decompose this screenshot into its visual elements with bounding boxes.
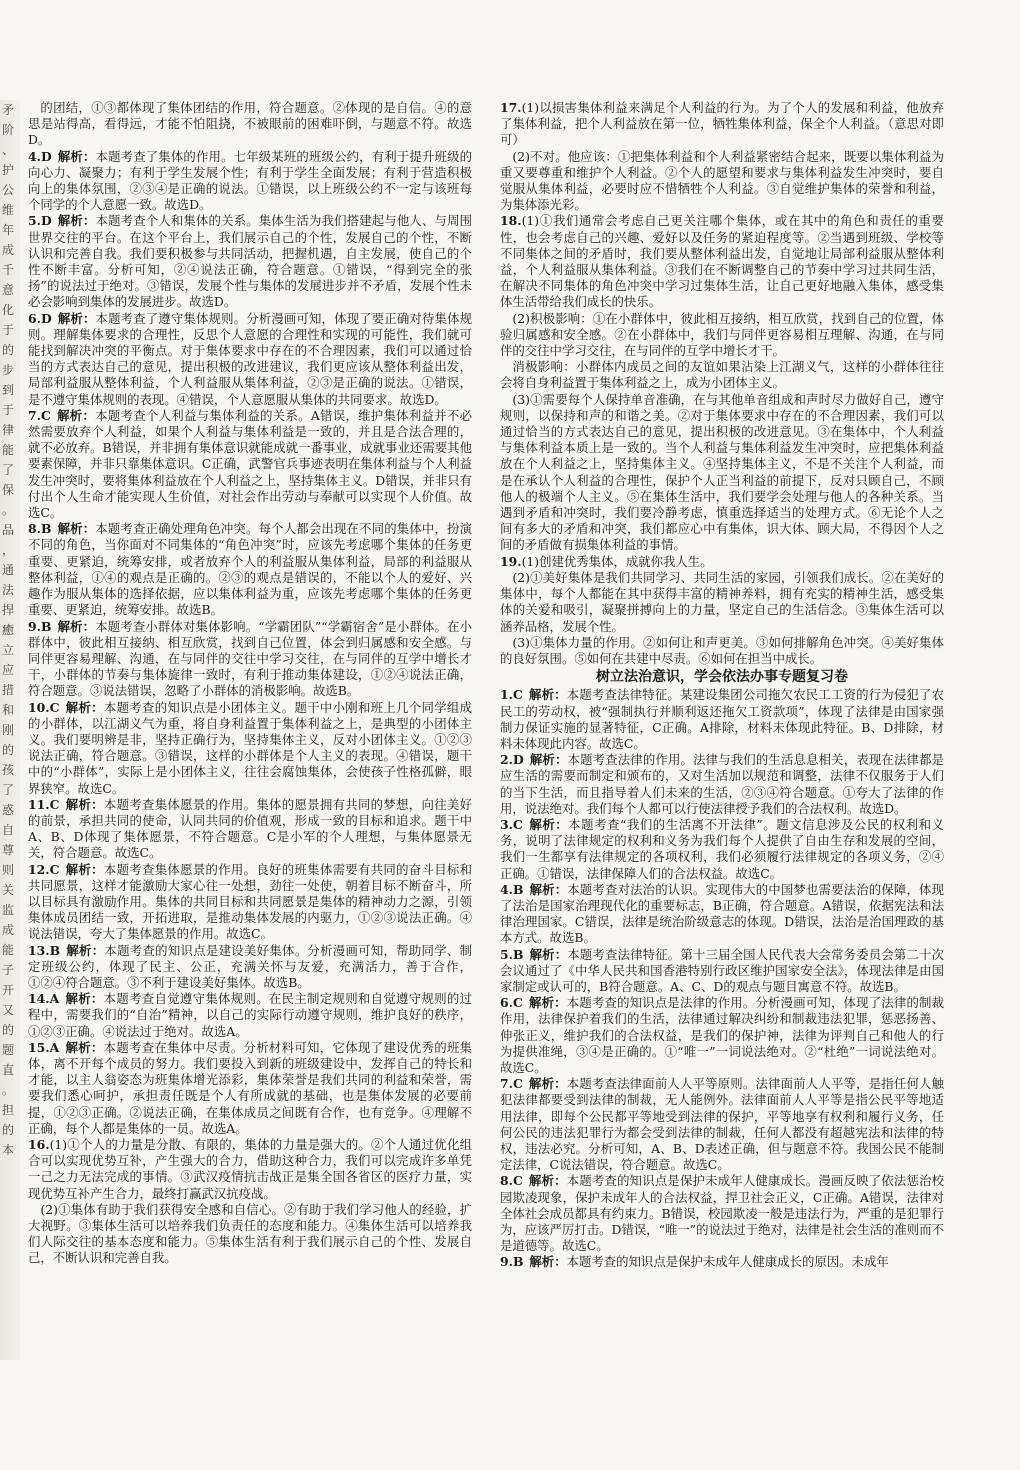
item-analysis-tag: 解析： [57,213,96,229]
gutter-char: 成 [2,243,15,257]
gutter-char: 惑 [2,803,15,817]
item-text: 本题考查集体愿景的作用。良好的班集体需要有共同的奋斗目标和共同愿景，这样才能激励大家心往一处想，劲往一处使，朝着目标不断奋斗，所以目标具有激励作用。集体的共同目标和共同愿景是集体的精神动力之源，引领集体成员团结一致，开拓进取，是推动集体发展的内驱力，①②③说法正确。④说法错误，夸大了集体愿景的作用。故选C。 [28,861,472,942]
item-number: 12. [28,861,50,877]
gutter-char: 又 [2,1003,15,1017]
gutter-char: 公 [2,183,15,197]
item-analysis-tag: 解析： [65,699,104,715]
gutter-char: 了 [2,463,15,477]
gutter-char: 保 [2,483,15,497]
answer-item [28,797,472,862]
item-analysis-tag: 解析： [529,1254,567,1270]
answer-item [500,752,944,817]
item-number: 4. [28,148,41,164]
gutter-char: 关 [2,883,15,897]
item-text: (3)①集体力量的作用。②如何让和声更美。③如何排解角色冲突。④美好集体的良好氛围。⑤如何在共建中尽责。⑥如何在担当中成长。 [500,634,944,666]
answer-item [500,570,944,635]
item-text: 本题考查“我们的生活离不开法律”。题文信息涉及公民的权利和义务，说明了法律规定的权利和义务为我们每个人提供了自由生存和发展的空间，我们一生都享有法律规定的各项权利，我们必须履行法律规定的各项义务，②④正确。①错误，法律保障人们的合法权益。故选C。 [500,816,944,881]
item-answer: C [49,796,60,812]
answer-item [500,1173,944,1254]
gutter-char: 则 [2,863,15,877]
item-analysis-tag: 解析： [66,942,105,958]
item-text: 本题考查对法治的认识。实现伟大的中国梦也需要法治的保障，体现了法治是国家治理现代化的重要标志，B正确，符合题意。A错误，依据宪法和法律治理国家。C错误，法律是统治阶级意志的体现。D错误，法治是治国理政的基本方式。故选B。 [500,881,944,946]
answer-item [28,521,472,618]
answer-item [500,213,944,310]
item-text: (2)①美好集体是我们共同学习、共同生活的家园，引领我们成长。②在美好的集体中，每个人都能在其中获得丰富的精神养料，拥有充实的精神生活，感受集体的关爱和吸引，凝聚拼搏向上的力量，坚定自己的生活信念。③集体生活可以涵养品格，发展个性。 [500,569,944,634]
item-number: 6. [28,310,41,326]
item-number: 2. [500,752,513,768]
gutter-char: 。 [2,503,15,517]
item-answer: B [512,946,524,962]
item-answer: B [512,881,524,897]
item-number: 13. [28,942,50,958]
gutter-char: 通 [2,563,15,577]
answer-item [28,100,472,149]
item-text: 本题考查了集体的作用。七年级某班的班级公约，有利于提升班级的向心力、凝聚力；有利于学生发展个性；有利于学生全面发展；有利于营造积极向上的集体氛围，②③④是正确的说法。①错误，以上班级公约不一定与该班每个同学的个人意愿一致。故选D。 [28,148,472,213]
answer-item [28,213,472,310]
item-number: 14. [28,991,50,1007]
gutter-char: 。 [2,1083,15,1097]
item-analysis-tag: 解析： [65,796,104,812]
item-analysis-tag: 解析： [57,148,96,164]
gutter-char: 的 [2,743,15,757]
item-analysis-tag: 解析： [65,1039,104,1055]
gutter-char: 孩 [2,763,15,777]
answer-item [28,1202,472,1267]
gutter-char: 意 [2,283,15,297]
item-number: 15. [28,1039,50,1055]
item-number: 10. [28,699,50,715]
item-analysis-tag: 解析： [528,816,569,832]
item-analysis-tag: 解析： [528,1076,567,1092]
item-text: (1)①我们通常会考虑自己更关注哪个集体，或在其中的角色和责任的重要性，也会考虑自己的兴趣、爱好以及任务的紧迫程度等。②当遇到班级、学校等不同集体之间的矛盾时，我们要从整体利益出发，自觉地让局部利益服从整体利益，个人利益服从集体利益。③我们在不断调整自己的节奏中学习过共同生活，在解决不同集体的角色冲突中学习过集体生活，让自己更好地融入集体，感受集体生活带给我们成长的快乐。 [500,213,944,310]
item-answer: C [512,1076,523,1092]
gutter-char: 于 [2,403,15,417]
item-analysis-tag: 解析： [57,618,96,634]
gutter-char: 步 [2,363,15,377]
item-text: (3)①需要每个人保持单音准确，在与其他单音组成和声时尽力做好自己，遵守规则，以保持和声的和谐之美。②对于集体要求中存在的不合理因素，我们可以通过恰当的方式表达自己的意见，提出积极的改进意见。③在集体中，个人利益与集体利益本质上是一致的。当个人利益与集体利益发生冲突时，应把集体利益放在个人利益之上，坚持集体主义。④坚持集体主义，不是不关注个人利益，而是在承认个人利益的合理性，保护个人正当利益的前提下，反对只顾自己，不顾他人的极端个人主义。⑤在集体生活中，我们要学会处理与他人的各种关系。当遇到矛盾和冲突时，我们要冷静考虑，慎重选择适当的处理方式。⑥无论个人之间有多大的矛盾和冲突，我们都应心中有集体，识大体、顾大局，不得因个人之间的矛盾做有损集体利益的事情。 [500,391,944,553]
item-answer: C [512,687,523,703]
item-answer: B [40,618,52,634]
item-analysis-tag: 解析： [57,310,96,326]
item-number: 11. [28,796,50,812]
item-number: 7. [500,1076,513,1092]
answer-item [28,862,472,943]
answer-item [500,554,944,570]
gutter-char: 阶 [2,123,15,137]
item-analysis-tag: 解析： [528,995,567,1011]
item-analysis-tag: 解析： [529,752,568,768]
gutter-char: 于 [2,323,15,337]
item-answer: D [512,752,524,768]
item-number: 5. [500,946,513,962]
binding-gutter [0,100,20,1360]
item-text: 本题考查小群体对集体影响。“学霸团队”“学霸宿舍”是小群体。在小群体中，彼此相互接纳、相互欣赏，找到自己位置，体会到归属感和安全感。与同伴更容易理解、沟通，在与同伴的交往中学习交往，在与同伴的互学中增长才干，小群体的节奏与集体旋律一致时，有利于推动集体建设，①②④说法正确，符合题意。③说法错误，忽略了小群体的消极影响。故选B。 [28,618,472,699]
item-number: 9. [500,1254,513,1270]
answer-item [28,943,472,992]
item-answer: A [49,991,60,1007]
item-text: 本题考查法律面前人人平等原则。法律面前人人平等，是指任何人触犯法律都要受到法律的制裁，无人能例外。法律面前人人平等是指公民平等地适用法律，即每个公民都平等地受到法律的保护，平等地享有权利和履行义务，任何公民的违法犯罪行为都会受到法律的制裁，任何人都没有超越宪法和法律的特权，违法必究。分析可知，A、B、D表述正确，但与题意不符。我国公民不能制定法律，C说法错误，符合题意。故选C。 [500,1076,944,1173]
item-number: 17. [500,100,522,115]
gutter-char: 开 [2,983,15,997]
gutter-char: 维 [2,203,15,217]
gutter-char: 年 [2,223,15,237]
gutter-char: 应 [2,663,15,677]
right-column [500,100,944,1350]
gutter-char: 本 [2,1143,15,1157]
gutter-char: 律 [2,423,15,437]
item-number: 1. [500,687,513,703]
item-text: 本题考查了遵守集体规则。分析漫画可知，体现了要正确对待集体规则。理解集体要求的合理性，反思个人意愿的合理性和实现的可能性，我们就可能找到解决冲突的平衡点。对于集体要求中存在的不合理因素，我们可以通过恰当的方式表达自己的意见，提出积极的改进建议，我们更应该从整体利益出发，局部利益服从整体利益，个人利益服从集体利益，②③是正确的说法。①错误，是不遵守集体规则的表现。④错误，个人意愿服从集体的共同要求。故选D。 [28,310,472,407]
answer-item [28,408,472,521]
gutter-char: 品 [2,523,15,537]
gutter-char: 立 [2,643,15,657]
item-text: 本题考查的知识点是建设美好集体。分析漫画可知，帮助同学、制定班级公约，体现了民主、公正，充满关怀与友爱，充满活力，善于合作，①②④符合题意。③不利于建设美好集体。故选B。 [28,942,472,990]
gutter-char: 子 [2,963,15,977]
answer-item [28,1137,472,1202]
gutter-char: 矛 [2,103,15,117]
item-answer: D [40,310,52,326]
item-answer: C [40,407,51,423]
gutter-char: ， [2,543,15,557]
item-answer: C [49,699,60,715]
gutter-char: 的 [2,1123,15,1137]
item-number: 19. [500,553,522,569]
item-number: 4. [500,881,513,897]
gutter-char: 法 [2,583,15,597]
gutter-char: 成 [2,923,15,937]
item-text: 的团结，①③都体现了集体团结的作用，符合题意。②体现的是自信。④的意思是站得高，看得远，才能不怕阻挠，不被眼前的困难吓倒，与题意不符。故选D。 [28,100,472,148]
item-text: 本题考查自觉遵守集体规则。在民主制定规则和自觉遵守规则的过程中，需要我们的“自治”精神，以自己的实际行动遵守规则，维护良好的秩序，①②③正确。④说法过于绝对。故选A。 [28,991,472,1039]
item-text: 本题考查法律的作用。法律与我们的生活息息相关，表现在法律都是应生活的需要而制定和颁布的，又对生活加以规范和调整，法律不仅服务于人们的当下生活，而且指导着人们未来的生活，②③④符合题意。①夸大了法律的作用，说法绝对。我们每个人都可以行使法律授予我们的合法权利。故选D。 [500,752,944,816]
item-number: 8. [28,521,41,537]
item-answer: C [512,816,523,832]
item-text: 本题考查个人利益与集体利益的关系。A错误，维护集体利益并不必然需要放弃个人利益，如果个人利益与集体利益是一致的，并且是合法合理的，就不必放弃。B错误，并非拥有集体意识就能成就一番事业，成就事业还需要其他要素保障，并非只靠集体意识。C正确，武警官兵事迹表明在集体利益与个人利益发生冲突时，要将集体利益放在个人利益之上，坚持集体主义。D错误，并非只有付出个人生命才能实现人生价值，对社会作出劳动与奉献可以实现个人价值。故选C。 [28,407,472,521]
item-text: (2)①集体有助于我们获得安全感和自信心。②有助于我们学习他人的经验，扩大视野。③集体生活可以培养我们负责任的态度和能力。④集体生活可以培养我们人际交往的基本态度和能力。⑤集体生活有利于我们展示自己的个性、发展自己，不断认识和完善自我。 [28,1201,472,1266]
item-text: 本题考查个人和集体的关系。集体生活为我们搭建起与他人、与周围世界交往的平台。在这个平台上，我们展示自己的个性，发展自己的个性，不断认识和完善自我。我们要积极参与共同活动，把握机遇，自主发展，使自己的个性不断丰富。分析可知，②④说法正确，符合题意。①错误，“得到完全的张扬”的说法过于绝对。③错误，发展个性与集体的发展进步并不矛盾，发展个性未必会影响到集体的发展进步。故选D。 [28,213,472,310]
answer-item [500,882,944,947]
answer-item [500,817,944,882]
item-number: 8. [500,1173,513,1189]
item-answer: B [49,942,61,958]
answer-item [500,947,944,996]
section-title: 树立法治意识，学会依法办事专题复习卷 [596,669,848,686]
item-analysis-tag: 解析： [529,946,568,962]
item-answer: D [40,148,52,164]
gutter-char: 和 [2,703,15,717]
answer-item [500,635,944,667]
item-text: 本题考查的知识点是法律的作用。分析漫画可知，体现了法律的制裁作用，法律保护着我们的生活，法律通过解决纠纷和制裁违法犯罪，惩恶扬善、伸张正义，维护我们的合法权益，是我们的保护神，法律为评判自己和他人的行为提供准绳，③④是正确的。①“唯一”一词说法绝对。②“杜绝”一词说法绝对。故选C。 [500,995,944,1075]
item-text: 本题考查正确处理角色冲突。每个人都会出现在不同的集体中，扮演不同的角色，当你面对不同集体的“角色冲突”时，应该先考虑哪个集体的任务更重要、更紧迫，统筹安排，或者放弃个人的利益服从集体利益，局部的利益服从整体利益，①④的观点是正确的。②③的观点是错误的，不能以个人的爱好、兴趣作为服从集体的选择依据，应以集体利益为重，应该先考虑哪个集体的任务更重要、更紧迫，统筹安排。故选B。 [28,521,472,618]
item-analysis-tag: 解析： [56,407,96,423]
gutter-char: 千 [2,263,15,277]
answer-item [500,392,944,554]
answer-item [500,311,944,360]
gutter-char: 刚 [2,723,15,737]
item-text: 消极影响：小群体内成员之间的友谊如果沾染上江湖义气，这样的小群体往往会将自身利益置于集体利益之上，成为小团体主义。 [500,359,944,391]
item-number: 6. [500,995,513,1011]
item-number: 9. [28,618,41,634]
item-answer: B [512,1254,524,1270]
gutter-char: 的 [2,343,15,357]
item-text: (1)以损害集体利益来满足个人利益的行为。为了个人的发展和利益，他放弃了集体利益，把个人利益放在第一位，牺牲集体利益，保全个人利益。（意思对即可） [500,100,944,148]
item-analysis-tag: 解析： [528,1173,567,1189]
answer-item [500,1076,944,1173]
gutter-char: 自 [2,823,15,837]
item-text: (1)创建优秀集体，成就你我人生。 [521,553,713,569]
gutter-char: 题 [2,1043,15,1057]
answer-item [500,1254,944,1270]
gutter-char: 捍 [2,603,15,617]
item-text: (2)不对。他应该：①把集体利益和个人利益紧密结合起来，既要以集体利益为重又要尊重和维护个人利益。②个人的愿望和要求与集体利益发生冲突时，要自觉服从集体利益，必要时应不惜牺牲个人利益。③自觉维护集体的荣誉和利益，为集体添光彩。 [500,148,944,213]
answer-item [28,991,472,1040]
item-text: 本题考查的知识点是保护未成年人健康成长。漫画反映了依法惩治校园欺凌现象，保护未成年人的合法权益，捍卫社会正义，C正确。A错误，法律对全体社会成员都具有约束力。B错误，校园欺凌一般是违法行为，严重的是犯罪行为，应该严厉打击。D错误，“唯一”的说法过于绝对，法律是社会生活的准则而不是道德等。故选C。 [500,1173,944,1254]
item-text: (2)积极影响：①在小群体中，彼此相互接纳，相互欣赏，找到自己的位置，体验归属感和安全感。②在小群体中，我们与同伴更容易相互理解、沟通，在与同伴的交往中学习交往，在与同伴的互学中增长才干。 [500,310,944,359]
item-text: (1)①个人的力量是分散、有限的，集体的力量是强大的。②个人通过优化组合可以实现优势互补，产生强大的合力，借助这种合力，我们可以完成许多单凭一己之力无法完成的事情。③武汉疫情抗击战正是集全国各省区的医疗力量，实现优势互补产生合力，最终打赢武汉抗疫战。 [28,1137,472,1201]
gutter-char: 护 [2,163,15,177]
answer-item [500,100,944,149]
item-answer: C [512,1173,523,1189]
item-answer: B [40,521,52,537]
answer-item [28,700,472,797]
gutter-char: 监 [2,903,15,917]
answer-item [500,149,944,214]
item-answer: A [49,1039,60,1055]
item-analysis-tag: 解析： [65,991,104,1007]
gutter-char: 化 [2,303,15,317]
answer-item [28,1040,472,1137]
item-number: 18. [500,213,522,229]
answer-item [28,149,472,214]
answer-item [28,619,472,700]
item-answer: C [512,995,523,1011]
answer-item [500,687,944,752]
gutter-char: 能 [2,943,15,957]
item-answer: C [49,861,60,877]
item-analysis-tag: 解析： [65,861,104,877]
item-number: 7. [28,407,41,423]
gutter-char: 的 [2,1023,15,1037]
item-text: 本题考查的知识点是保护未成年人健康成长的原因。未成年 [566,1254,889,1270]
item-number: 3. [500,816,513,832]
answer-item [28,311,472,408]
item-answer: D [40,213,52,229]
gutter-char: 措 [2,683,15,697]
item-number: 16. [28,1137,50,1152]
gutter-char: 直 [2,1063,15,1077]
gutter-char: 到 [2,383,15,397]
gutter-char: 癒 [2,623,15,637]
answer-item [500,359,944,391]
item-number: 5. [28,213,41,229]
item-text: 本题考查法律特征。第十三届全国人民代表大会常务委员会第二十次会议通过了《中华人民共和国香港特别行政区维护国家安全法》，体现法律是由国家制定或认可的，B符合题意。A、C、D的观点与题目寓意不符。故选B。 [500,946,944,994]
item-analysis-tag: 解析： [57,521,96,537]
item-text: 本题考查法律特征。某建设集团公司拖欠农民工工资的行为侵犯了农民工的劳动权，被“强制执行并顺利返还拖欠工资款项”，体现了法律是由国家强制力保证实施的显著特征，C正确。A排除，材料未体现此特征。B、D排除，材料未体现此内容。故选C。 [500,687,944,751]
gutter-char: 能 [2,443,15,457]
item-text: 本题考查的知识点是小团体主义。题干中小刚和班上几个同学组成的小群体，以江湖义气为重，将自身利益置于集体利益之上，是典型的小团体主义。我们要明辨是非，坚持正确行为，坚持集体主义，反对小团体主义。①②③说法正确，符合题意。③错误，这样的小群体是个人主义的表现。④错误，题干中的“小群体”，实际上是小团体主义，往往会腐蚀集体，会使孩子性格孤僻，眼界狭窄。故选C。 [28,699,472,796]
right-items-part-2 [500,687,944,1270]
gutter-char: 担 [2,1103,15,1117]
gutter-char: 、 [2,143,15,157]
right-items-part-1 [500,100,944,667]
gutter-char: 尊 [2,843,15,857]
item-text: 本题考查在集体中尽责。分析材料可知，它体现了建设优秀的班集体，离不开每个成员的努力。我们要投入到新的班级建设中，发挥自己的特长和才能，以主人翁姿态为班集体增光添彩，集体荣誉是我们共同的利益和荣誉，需要我们悉心呵护，承担责任既是个人有所成就的基础，也是集体发展的必要前提，①②③正确。②说法正确，在集体成员之间既有合作，也有竞争。④理解不正确，每个人都是集体的一员。故选A。 [28,1039,472,1136]
answer-item [500,995,944,1076]
item-text: 本题考查集体愿景的作用。集体的愿景拥有共同的梦想，向往美好的前景，承担共同的使命，认同共同的价值观，形成一致的目标和追求。题干中A、B、D体现了集体愿景，不符合题意。C是小军的个人理想，与集体愿景无关，符合题意。故选C。 [28,796,472,861]
left-column [28,100,472,1350]
item-analysis-tag: 解析： [528,687,567,703]
gutter-char: 了 [2,783,15,797]
item-analysis-tag: 解析： [529,881,568,897]
